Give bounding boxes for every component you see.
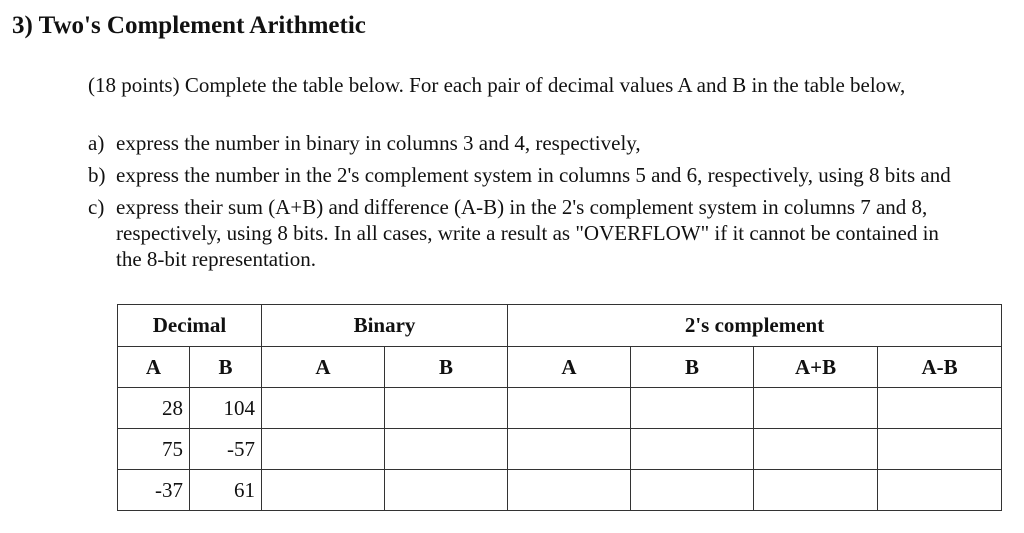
binary-b-cell[interactable] xyxy=(385,429,508,470)
binary-b-cell[interactable] xyxy=(385,388,508,429)
instruction-a xyxy=(88,130,968,156)
twos-b-cell[interactable] xyxy=(631,429,754,470)
binary-a-cell[interactable] xyxy=(262,388,385,429)
twos-a-cell[interactable] xyxy=(508,429,631,470)
col-binary-a: A xyxy=(262,347,385,388)
col-binary-b: B xyxy=(385,347,508,388)
twos-sum-cell[interactable] xyxy=(754,470,878,511)
table-row xyxy=(118,470,1002,511)
col-decimal-b: B xyxy=(190,347,262,388)
decimal-b-cell: -57 xyxy=(190,429,262,470)
twos-diff-cell[interactable] xyxy=(878,388,1002,429)
instruction-a-text: express the number in binary in columns 3 and 4, respectively, xyxy=(116,131,641,155)
header-decimal: Decimal xyxy=(118,305,262,347)
instruction-a-marker: a) xyxy=(88,131,105,155)
table-row xyxy=(118,429,1002,470)
decimal-a-cell: 28 xyxy=(118,388,190,429)
twos-a-cell[interactable] xyxy=(508,470,631,511)
instruction-c-marker: c) xyxy=(88,195,105,219)
decimal-b-cell: 104 xyxy=(190,388,262,429)
column-header-row xyxy=(118,347,1002,388)
header-twos-complement: 2's complement xyxy=(508,305,1002,347)
instruction-c-text: express their sum (A+B) and difference (A-B) in the 2's complement system in columns 7 and 8, respectively, using 8 bits. In all cases, write a result as "OVERFLOW" if it cannot be contained in the 8-bit representation. xyxy=(116,195,939,271)
twos-a-cell[interactable] xyxy=(508,388,631,429)
question-intro: (18 points) Complete the table below. For each pair of decimal values A and B in the table below, xyxy=(88,73,906,97)
col-twos-diff: A-B xyxy=(878,347,1002,388)
header-binary: Binary xyxy=(262,305,508,347)
col-twos-a: A xyxy=(508,347,631,388)
twos-diff-cell[interactable] xyxy=(878,429,1002,470)
binary-a-cell[interactable] xyxy=(262,429,385,470)
group-header-row xyxy=(118,305,1002,347)
decimal-b-cell: 61 xyxy=(190,470,262,511)
twos-b-cell[interactable] xyxy=(631,470,754,511)
twos-sum-cell[interactable] xyxy=(754,429,878,470)
twos-b-cell[interactable] xyxy=(631,388,754,429)
instruction-list xyxy=(88,130,968,278)
decimal-a-cell: 75 xyxy=(118,429,190,470)
col-twos-b: B xyxy=(631,347,754,388)
instruction-c xyxy=(88,194,968,272)
twos-sum-cell[interactable] xyxy=(754,388,878,429)
answer-table xyxy=(117,304,1002,511)
binary-b-cell[interactable] xyxy=(385,470,508,511)
instruction-b-text: express the number in the 2's complement system in columns 5 and 6, respectively, using 8 bits and xyxy=(116,163,951,187)
decimal-a-cell: -37 xyxy=(118,470,190,511)
col-twos-sum: A+B xyxy=(754,347,878,388)
binary-a-cell[interactable] xyxy=(262,470,385,511)
question-title: 3) Two's Complement Arithmetic xyxy=(12,12,366,39)
table-row xyxy=(118,388,1002,429)
instruction-b-marker: b) xyxy=(88,163,106,187)
twos-diff-cell[interactable] xyxy=(878,470,1002,511)
instruction-b xyxy=(88,162,968,188)
col-decimal-a: A xyxy=(118,347,190,388)
